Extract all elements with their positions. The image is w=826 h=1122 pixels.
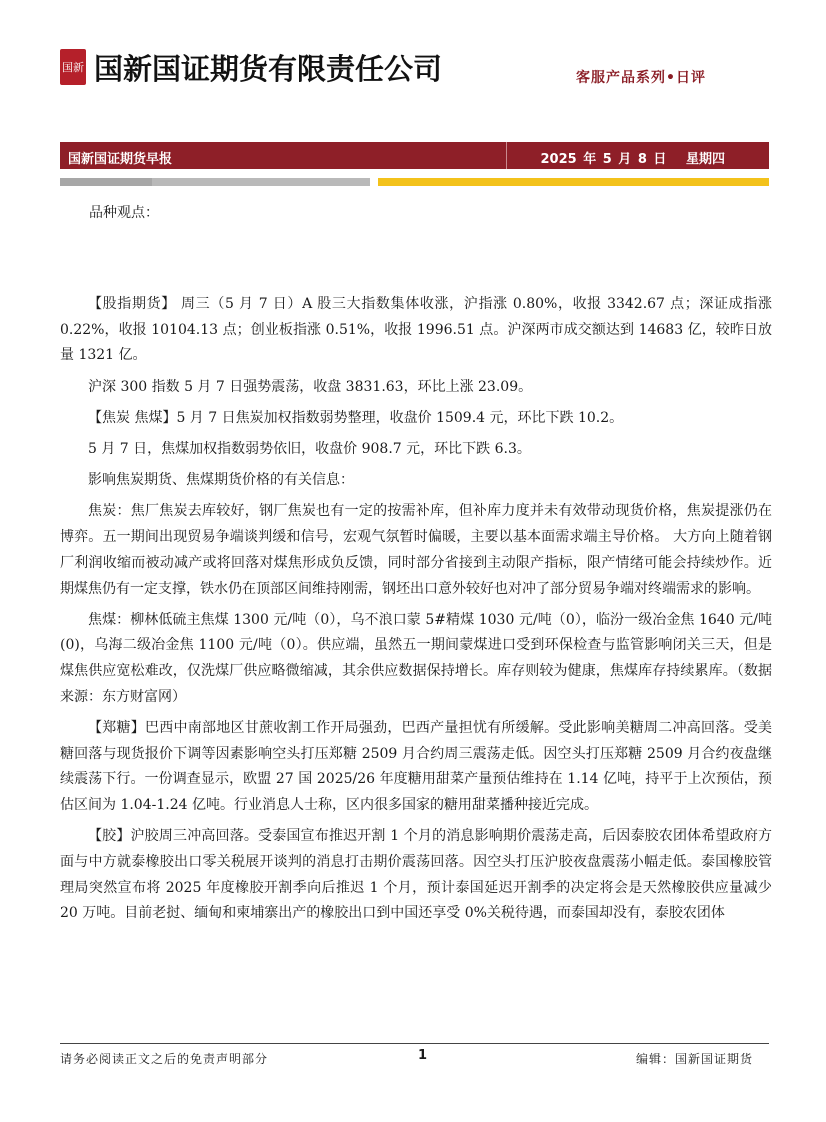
paragraph-coke: 【焦炭 焦煤】5 月 7 日焦炭加权指数弱势整理，收盘价 1509.4 元，环比下跌 10.2。 [88,409,624,426]
footer-editor: 编辑：国新国证期货 [636,1052,754,1066]
paragraph-rubber: 【胶】沪胶周三冲高回落。受泰国宣布推迟开割 1 个月的消息影响期价震荡走高，后因泰胶农团体希望政府方面与中方就泰橡胶出口零关税展开谈判的消息打击期价震荡回落。因空头打压沪胶夜盘震荡小幅走低。泰国橡胶管理局突然宣布将 2025 年度橡胶开割季向后推迟 1 个月，预计泰国延迟开割季的决定将会是天然橡胶供应量减少 20 万吨。目前老挝、缅甸和柬埔寨出产的橡胶出口到中国还享受 0%关税待遇，而泰国却没有，泰胶农团体 [60,828,772,922]
banner-divider [506,142,507,169]
logo-mark-icon: 国新 [60,49,86,85]
report-weekday: 星期四 [685,152,725,167]
report-date: 2025 年 5 月 8 日 [540,152,667,167]
decorative-yellow-bar [378,178,769,186]
company-logo [60,48,442,86]
report-date-group [541,148,726,167]
company-name: 国新国证期货有限责任公司 [94,51,443,86]
report-banner [60,142,769,169]
paragraph-factors-intro: 影响焦炭期货、焦煤期货价格的有关信息： [88,472,354,489]
footer-divider [60,1043,769,1044]
report-body [60,292,772,927]
paragraph-coal-analysis: 焦煤：柳林低硫主焦煤 1300 元/吨（0），乌不浪口蒙 5#精煤 1030 元/吨（0），临汾一级冶金焦 1640 元/吨(0)，乌海二级冶金焦 1100 元/吨（0）。供应端，虽然五一期间蒙煤进口受到环保检查与监管影响闭关三天，但是煤焦供应宽松难改，仅洗煤厂供应略微缩减，其余供应数据保持增长。库存则较为健康，焦煤库存持续累库。（数据来源：东方财富网） [60,611,772,705]
decorative-gray-bar-light [152,178,370,186]
paragraph-sugar: 【郑糖】巴西中南部地区甘蔗收割工作开局强劲，巴西产量担忧有所缓解。受此影响美糖周二冲高回落。受美糖回落与现货报价下调等因素影响空头打压郑糖 2509 月合约周三震荡走低。因空头打压郑糖 2509 月合约夜盘继续震荡下行。一份调查显示，欧盟 27 国 2025/26 年度糖用甜菜产量预估维持在 1.14 亿吨，持平于上次预估，预估区间为 1.04-1.24 亿吨。行业消息人士称，区内很多国家的糖用甜菜播种接近完成。 [60,720,772,814]
paragraph-coke-analysis: 焦炭：焦厂焦炭去库较好，钢厂焦炭也有一定的按需补库，但补库力度并未有效带动现货价格，焦炭提涨仍在博弈。五一期间出现贸易争端谈判缓和信号，宏观气氛暂时偏暖，主要以基本面需求端主导价格。 大方向上随着钢厂利润收缩而被动减产或将回落对煤焦形成负反馈，同时部分省接到主动限产指标，限产情绪可能会持续炒作。近期煤焦仍有一定支撑，铁水仍在顶部区间维持刚需，钢坯出口意外较好也对冲了部分贸易争端对终端需求的影响。 [60,503,772,597]
section-heading: 品种观点： [89,205,159,221]
report-title: 国新国证期货早报 [68,152,173,167]
footer-disclaimer: 请务必阅读正文之后的免责声明部分 [60,1052,269,1066]
product-series-label: 客服产品系列•日评 [576,70,706,86]
paragraph-stock-index: 【股指期货】 周三（5 月 7 日）A 股三大指数集体收涨，沪指涨 0.80%，收报 3342.67 点；深证成指涨 0.22%，收报 10104.13 点；创业板指涨 0.51%，收报 1996.51 点。沪深两市成交额达到 14683 亿，较昨日放量 1321 亿。 [60,296,772,364]
paragraph-coking-coal: 5 月 7 日，焦煤加权指数弱势依旧，收盘价 908.7 元，环比下跌 6.3。 [88,441,531,458]
page-number: 1 [418,1048,428,1063]
paragraph-csi300: 沪深 300 指数 5 月 7 日强势震荡，收盘 3831.63，环比上涨 23.09。 [88,378,533,395]
